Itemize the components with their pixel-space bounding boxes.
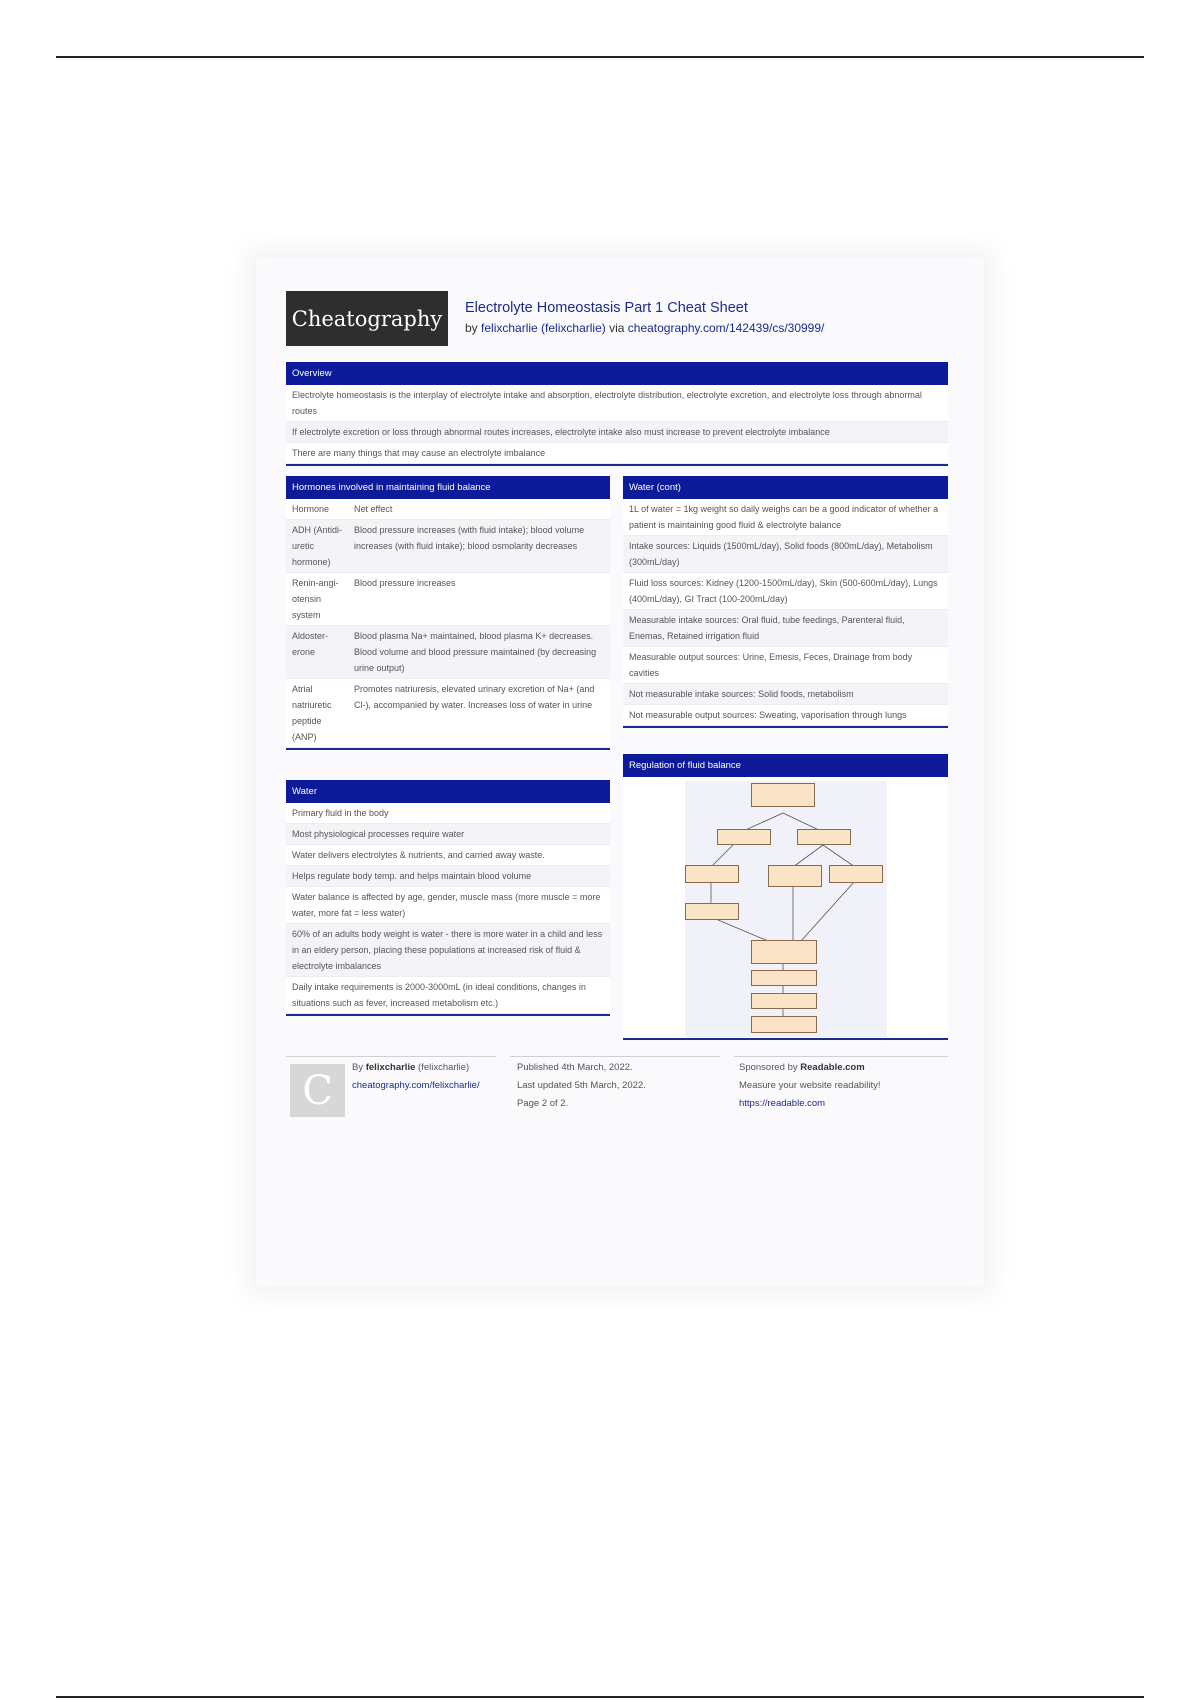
water-row: Water balance is affected by age, gender, muscle mass (more muscle = more water, more fat = less water) — [286, 887, 610, 924]
effect-cell: Blood plasma Na+ maintained, blood plasma K+ decreases. Blood volume and blood pressure maintained (by decreasing urine output) — [354, 631, 597, 673]
water-row: 60% of an adults body weight is water - there is more water in a child and less in an eldery person, placing these populations at increased risk of fluid & electrolyte imbalances — [286, 924, 610, 977]
sponsor-link[interactable]: https://readable.com — [739, 1098, 826, 1109]
water-row: Most physiological processes require water — [286, 824, 610, 845]
water-row: Water delivers electrolytes & nutrients, and carried away waste. — [286, 845, 610, 866]
overview-row: If electrolyte excretion or loss through abnormal routes increases, electrolyte intake also must increase to prevent electrolyte imbalance — [286, 422, 948, 443]
table-row — [286, 626, 610, 679]
flow-node — [797, 829, 851, 845]
table-header-row — [286, 499, 610, 520]
water-row: Primary fluid in the body — [286, 803, 610, 824]
sheet-title[interactable]: Electrolyte Homeostasis Part 1 Cheat Sheet — [465, 300, 748, 316]
water-cont-heading: Water (cont) — [623, 476, 948, 499]
page-number: Page 2 of 2. — [517, 1098, 569, 1109]
effect-cell: Blood pressure increases — [354, 578, 456, 588]
cheatography-logo[interactable] — [286, 291, 448, 346]
table-row — [286, 679, 610, 748]
flow-node — [751, 783, 815, 807]
column-header: Hormone — [292, 504, 330, 514]
author-paren: (felixcharlie) — [418, 1062, 470, 1073]
avatar-letter: C — [302, 1067, 333, 1114]
byline — [465, 321, 824, 335]
footer-author-line — [352, 1059, 480, 1077]
fluid-balance-flowchart — [623, 777, 948, 1038]
hormone-cell: Renin-angi-otensin system — [292, 578, 339, 620]
water-cont-row: Measurable output sources: Urine, Emesis, Feces, Drainage from body cavities — [623, 647, 948, 684]
flow-node — [768, 865, 822, 887]
footer-divider — [510, 1056, 720, 1057]
water-cont-row: Fluid loss sources: Kidney (1200-1500mL/day), Skin (500-600mL/day), Lungs (400mL/day), GI Tract (100-200mL/day) — [623, 573, 948, 610]
flow-node — [751, 940, 817, 964]
column-header: Net effect — [354, 504, 393, 514]
flow-node — [685, 865, 739, 883]
flow-node — [751, 970, 817, 986]
by-prefix: by — [465, 321, 478, 335]
footer-divider — [734, 1056, 948, 1057]
overview-row: Electrolyte homeostasis is the interplay of electrolyte intake and absorption, electrolyte distribution, electrolyte excretion, and electrolyte loss through abnormal routes — [286, 385, 948, 422]
regulation-box — [623, 754, 948, 1040]
overview-heading: Overview — [286, 362, 948, 385]
water-cont-row: Not measurable output sources: Sweating, vaporisation through lungs — [623, 705, 948, 726]
sponsor-line — [739, 1059, 881, 1077]
hormones-heading: Hormones involved in maintaining fluid balance — [286, 476, 610, 499]
table-row — [286, 573, 610, 626]
water-cont-row: Not measurable intake sources: Solid foods, metabolism — [623, 684, 948, 705]
logo-text: Cheatography — [291, 306, 443, 331]
effect-cell: Blood pressure increases (with fluid intake); blood volume increases (with fluid intake); blood osmolarity decreases — [354, 525, 585, 551]
author-profile-link[interactable]: cheatography.com/felixcharlie/ — [352, 1080, 480, 1091]
water-cont-row: 1L of water = 1kg weight so daily weighs can be a good indicator of whether a patient is maintaining good fluid & electrolyte balance — [623, 499, 948, 536]
hormone-cell: Atrial natriuretic peptide (ANP) — [292, 684, 332, 742]
water-row: Helps regulate body temp. and helps maintain blood volume — [286, 866, 610, 887]
sponsor-name[interactable]: Readable.com — [800, 1062, 865, 1073]
water-heading: Water — [286, 780, 610, 803]
effect-cell: Promotes natriuresis, elevated urinary excretion of Na+ (and Cl-), accompanied by water. Increases loss of water in urine — [354, 684, 595, 710]
overview-box — [286, 362, 948, 466]
sponsor-tagline: Measure your website readability! — [739, 1080, 881, 1091]
water-cont-row: Intake sources: Liquids (1500mL/day), Solid foods (800mL/day), Metabolism (300mL/day) — [623, 536, 948, 573]
footer-author — [352, 1059, 480, 1095]
hormones-box — [286, 476, 610, 750]
footer-sponsor — [739, 1059, 881, 1113]
author-avatar — [290, 1064, 345, 1117]
by-label: By — [352, 1062, 364, 1073]
footer-dates — [517, 1059, 646, 1113]
via-text: via — [609, 321, 625, 335]
top-rule — [56, 56, 1144, 58]
sponsored-label: Sponsored by — [739, 1062, 798, 1073]
flow-node — [685, 903, 739, 920]
flow-node — [717, 829, 771, 845]
water-box — [286, 780, 610, 1016]
published-date: Published 4th March, 2022. — [517, 1062, 633, 1073]
flow-node — [751, 1016, 817, 1033]
flow-node — [751, 993, 817, 1009]
regulation-heading: Regulation of fluid balance — [623, 754, 948, 777]
flow-node — [829, 865, 883, 883]
water-cont-box — [623, 476, 948, 728]
bottom-rule — [56, 1696, 1144, 1698]
hormone-cell: Aldoster-erone — [292, 631, 329, 657]
table-row — [286, 520, 610, 573]
updated-date: Last updated 5th March, 2022. — [517, 1080, 646, 1091]
footer-divider — [286, 1056, 496, 1057]
water-cont-row: Measurable intake sources: Oral fluid, tube feedings, Parenteral fluid, Enemas, Retained irrigation fluid — [623, 610, 948, 647]
sheet-url-link[interactable]: cheatography.com/142439/cs/30999/ — [627, 321, 825, 335]
water-row: Daily intake requirements is 2000-3000mL (in ideal conditions, changes in situations such as fever, increased metabolism etc.) — [286, 977, 610, 1014]
author-link[interactable]: felixcharlie (felixcharlie) — [481, 321, 606, 335]
hormone-cell: ADH (Antidi-uretic hormone) — [292, 525, 343, 567]
overview-row: There are many things that may cause an electrolyte imbalance — [286, 443, 948, 464]
author-handle[interactable]: felixcharlie — [365, 1062, 416, 1073]
